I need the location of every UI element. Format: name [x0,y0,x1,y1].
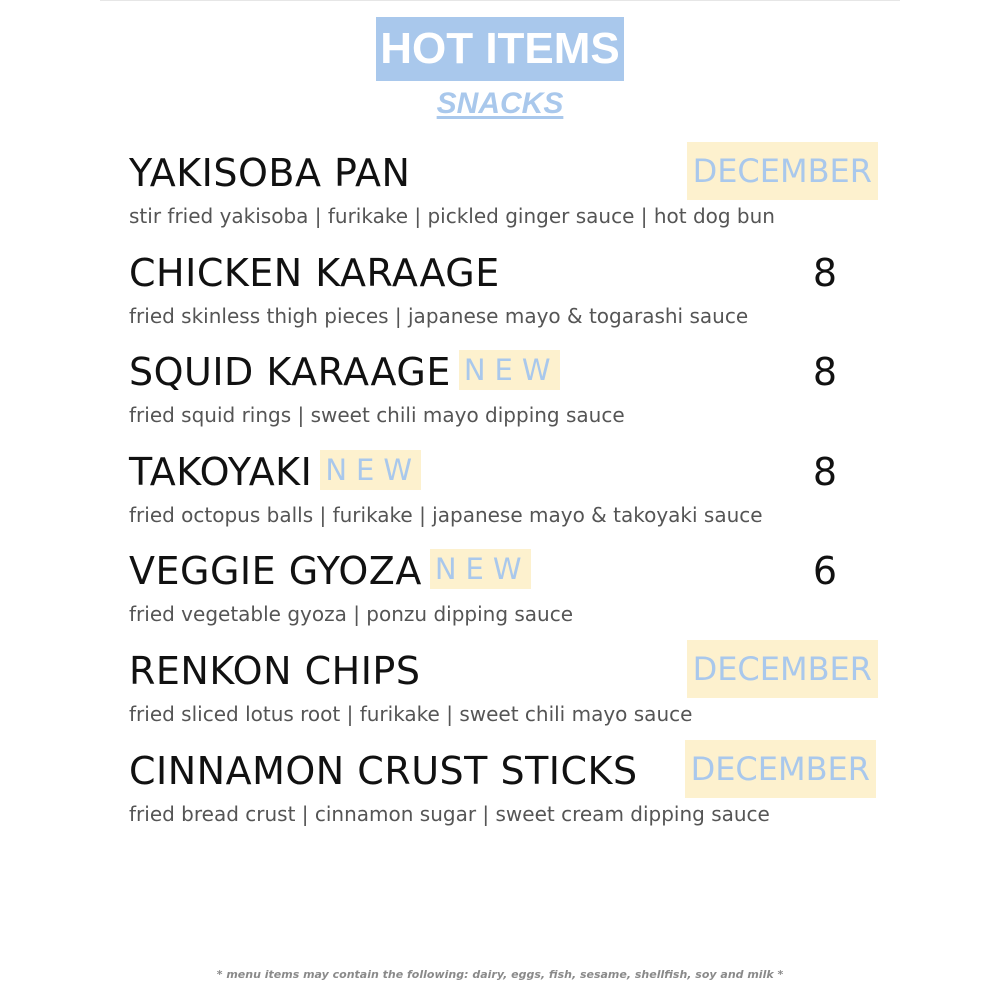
item-name-text: CINNAMON CRUST STICKS [129,749,638,793]
item-name [129,746,638,796]
item-price: 6 [812,549,837,593]
item-name [129,646,420,696]
menu-item-squid-karaage [129,347,889,437]
new-badge: NEW [430,549,531,589]
month-badge: DECEMBER [687,640,878,698]
item-description: fried octopus balls | furikake | japanese mayo & takoyaki sauce [129,503,763,527]
menu-item-renkon-chips [129,646,889,736]
item-name-text: VEGGIE GYOZA [129,549,422,593]
item-name [129,248,500,298]
page-title: HOT ITEMS [376,17,624,81]
item-description: fried skinless thigh pieces | japanese mayo & togarashi sauce [129,304,749,328]
item-name [129,546,531,596]
menu-item-veggie-gyoza [129,546,889,636]
item-description: fried sliced lotus root | furikake | sweet chili mayo sauce [129,702,693,726]
item-name [129,447,421,497]
item-name-text: CHICKEN KARAAGE [129,251,500,295]
item-description: fried squid rings | sweet chili mayo dipping sauce [129,403,625,427]
item-name-text: TAKOYAKI [129,450,313,494]
menu-item-takoyaki [129,447,889,537]
title-block [0,17,1000,81]
new-badge: NEW [320,450,421,490]
subtitle-block [0,86,1000,122]
section-subtitle: SNACKS [436,87,564,120]
menu-item-chicken-karaage [129,248,889,338]
month-badge: DECEMBER [685,740,876,798]
top-divider [100,0,900,1]
item-price: 8 [812,350,837,394]
item-name [129,347,560,397]
menu-item-cinnamon-crust-sticks [129,746,889,836]
item-name-text: YAKISOBA PAN [129,151,411,195]
item-price: 8 [812,450,837,494]
item-description: fried vegetable gyoza | ponzu dipping sauce [129,602,574,626]
item-description: fried bread crust | cinnamon sugar | sweet cream dipping sauce [129,802,770,826]
item-price: 8 [812,251,837,295]
item-name-text: SQUID KARAAGE [129,350,451,394]
item-description: stir fried yakisoba | furikake | pickled ginger sauce | hot dog bun [129,204,775,228]
allergen-footnote: * menu items may contain the following: dairy, eggs, fish, sesame, shellfish, soy and milk * [216,968,784,981]
item-name-text: RENKON CHIPS [129,649,421,693]
menu-item-yakisoba-pan [129,148,889,238]
month-badge: DECEMBER [687,142,878,200]
item-name [129,148,410,198]
new-badge: NEW [459,350,560,390]
